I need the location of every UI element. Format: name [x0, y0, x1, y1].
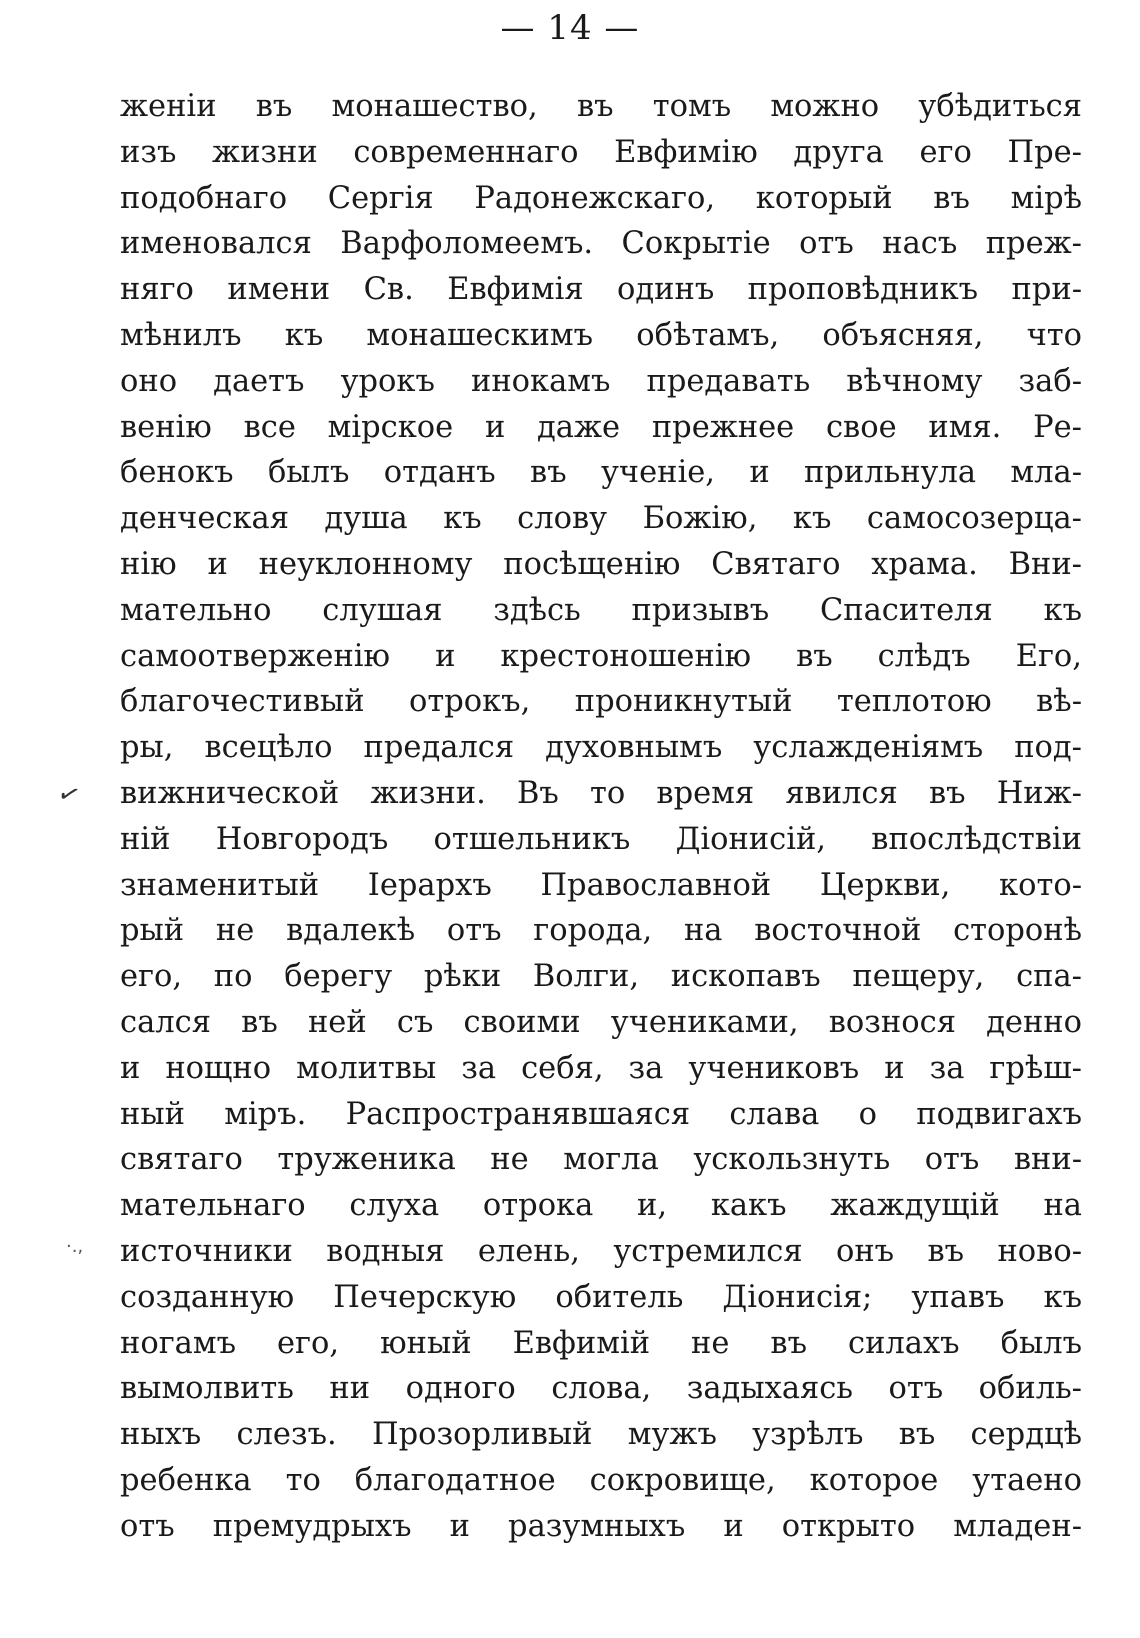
text-line: мательнаго слуха отрока и, какъ жаждущій на [120, 1188, 1082, 1224]
text-line: вижнической жизни. Въ то время явился въ Ниж- [120, 775, 1082, 811]
text-line: денческая душа къ слову Божію, къ самосозерца- [120, 501, 1082, 537]
text-line: ныхъ слезъ. Прозорливый мужъ узрѣлъ въ сердцѣ [120, 1417, 1082, 1453]
text-line: нію и неуклонному посѣщенію Святаго храма. Вни- [120, 546, 1082, 582]
text-line: его, по берегу рѣки Волги, ископавъ пещеру, спа- [120, 959, 1082, 995]
text-line: мательно слушая здѣсь призывъ Спасителя къ [120, 592, 1082, 628]
text-line: и нощно молитвы за себя, за учениковъ и за грѣш- [120, 1050, 1082, 1086]
body-text [120, 84, 1082, 1550]
margin-check-mark: ✓ [53, 777, 85, 813]
margin-dot-mark: ·., [66, 1236, 84, 1257]
text-line: сался въ ней съ своими учениками, вознося денно [120, 1004, 1082, 1040]
page-number: — 14 — [500, 8, 640, 48]
text-line: подобнаго Сергія Радонежскаго, который въ мірѣ [120, 180, 1082, 216]
text-line: ребенка то благодатное сокровище, которое утаено [120, 1462, 1082, 1498]
text-line: вымолвить ни одного слова, задыхаясь отъ обиль- [120, 1371, 1082, 1407]
text-line: именовался Варфоломеемъ. Сокрытіе отъ насъ преж- [120, 226, 1082, 262]
text-line: бенокъ былъ отданъ въ ученіе, и прильнула мла- [120, 455, 1082, 491]
text-line: ры, всецѣло предался духовнымъ услажденіямъ под- [120, 730, 1082, 766]
text-line: ногамъ его, юный Евфимій не въ силахъ былъ [120, 1325, 1082, 1361]
text-line: святаго труженика не могла ускользнуть отъ вни- [120, 1142, 1082, 1178]
text-line: отъ премудрыхъ и разумныхъ и открыто младен- [120, 1508, 1082, 1544]
text-line: рый не вдалекѣ отъ города, на восточной сторонѣ [120, 913, 1082, 949]
text-line: мѣнилъ къ монашескимъ обѣтамъ, объясняя, что [120, 317, 1082, 353]
text-line: созданную Печерскую обитель Діонисія; упавъ къ [120, 1279, 1082, 1315]
text-line: няго имени Св. Евфимія одинъ проповѣдникъ при- [120, 272, 1082, 308]
text-line: самоотверженію и крестоношенію въ слѣдъ Его, [120, 638, 1082, 674]
text-line: ный міръ. Распространявшаяся слава о подвигахъ [120, 1096, 1082, 1132]
text-line: ній Новгородъ отшельникъ Діонисій, впослѣдствіи [120, 821, 1082, 857]
text-line: женіи въ монашество, въ томъ можно убѣдиться [120, 89, 1082, 124]
text-line: источники водныя елень, устремился онъ въ ново- [120, 1233, 1082, 1269]
text-line: знаменитый Іерархъ Православной Церкви, кото- [120, 867, 1082, 903]
text-line: венію все мірское и даже прежнее свое имя. Ре- [120, 409, 1082, 445]
text-line: изъ жизни современнаго Евфимію друга его Пре- [120, 134, 1082, 170]
text-line: оно даетъ урокъ инокамъ предавать вѣчному заб- [120, 363, 1082, 399]
text-line: благочестивый отрокъ, проникнутый теплотою вѣ- [120, 684, 1082, 720]
